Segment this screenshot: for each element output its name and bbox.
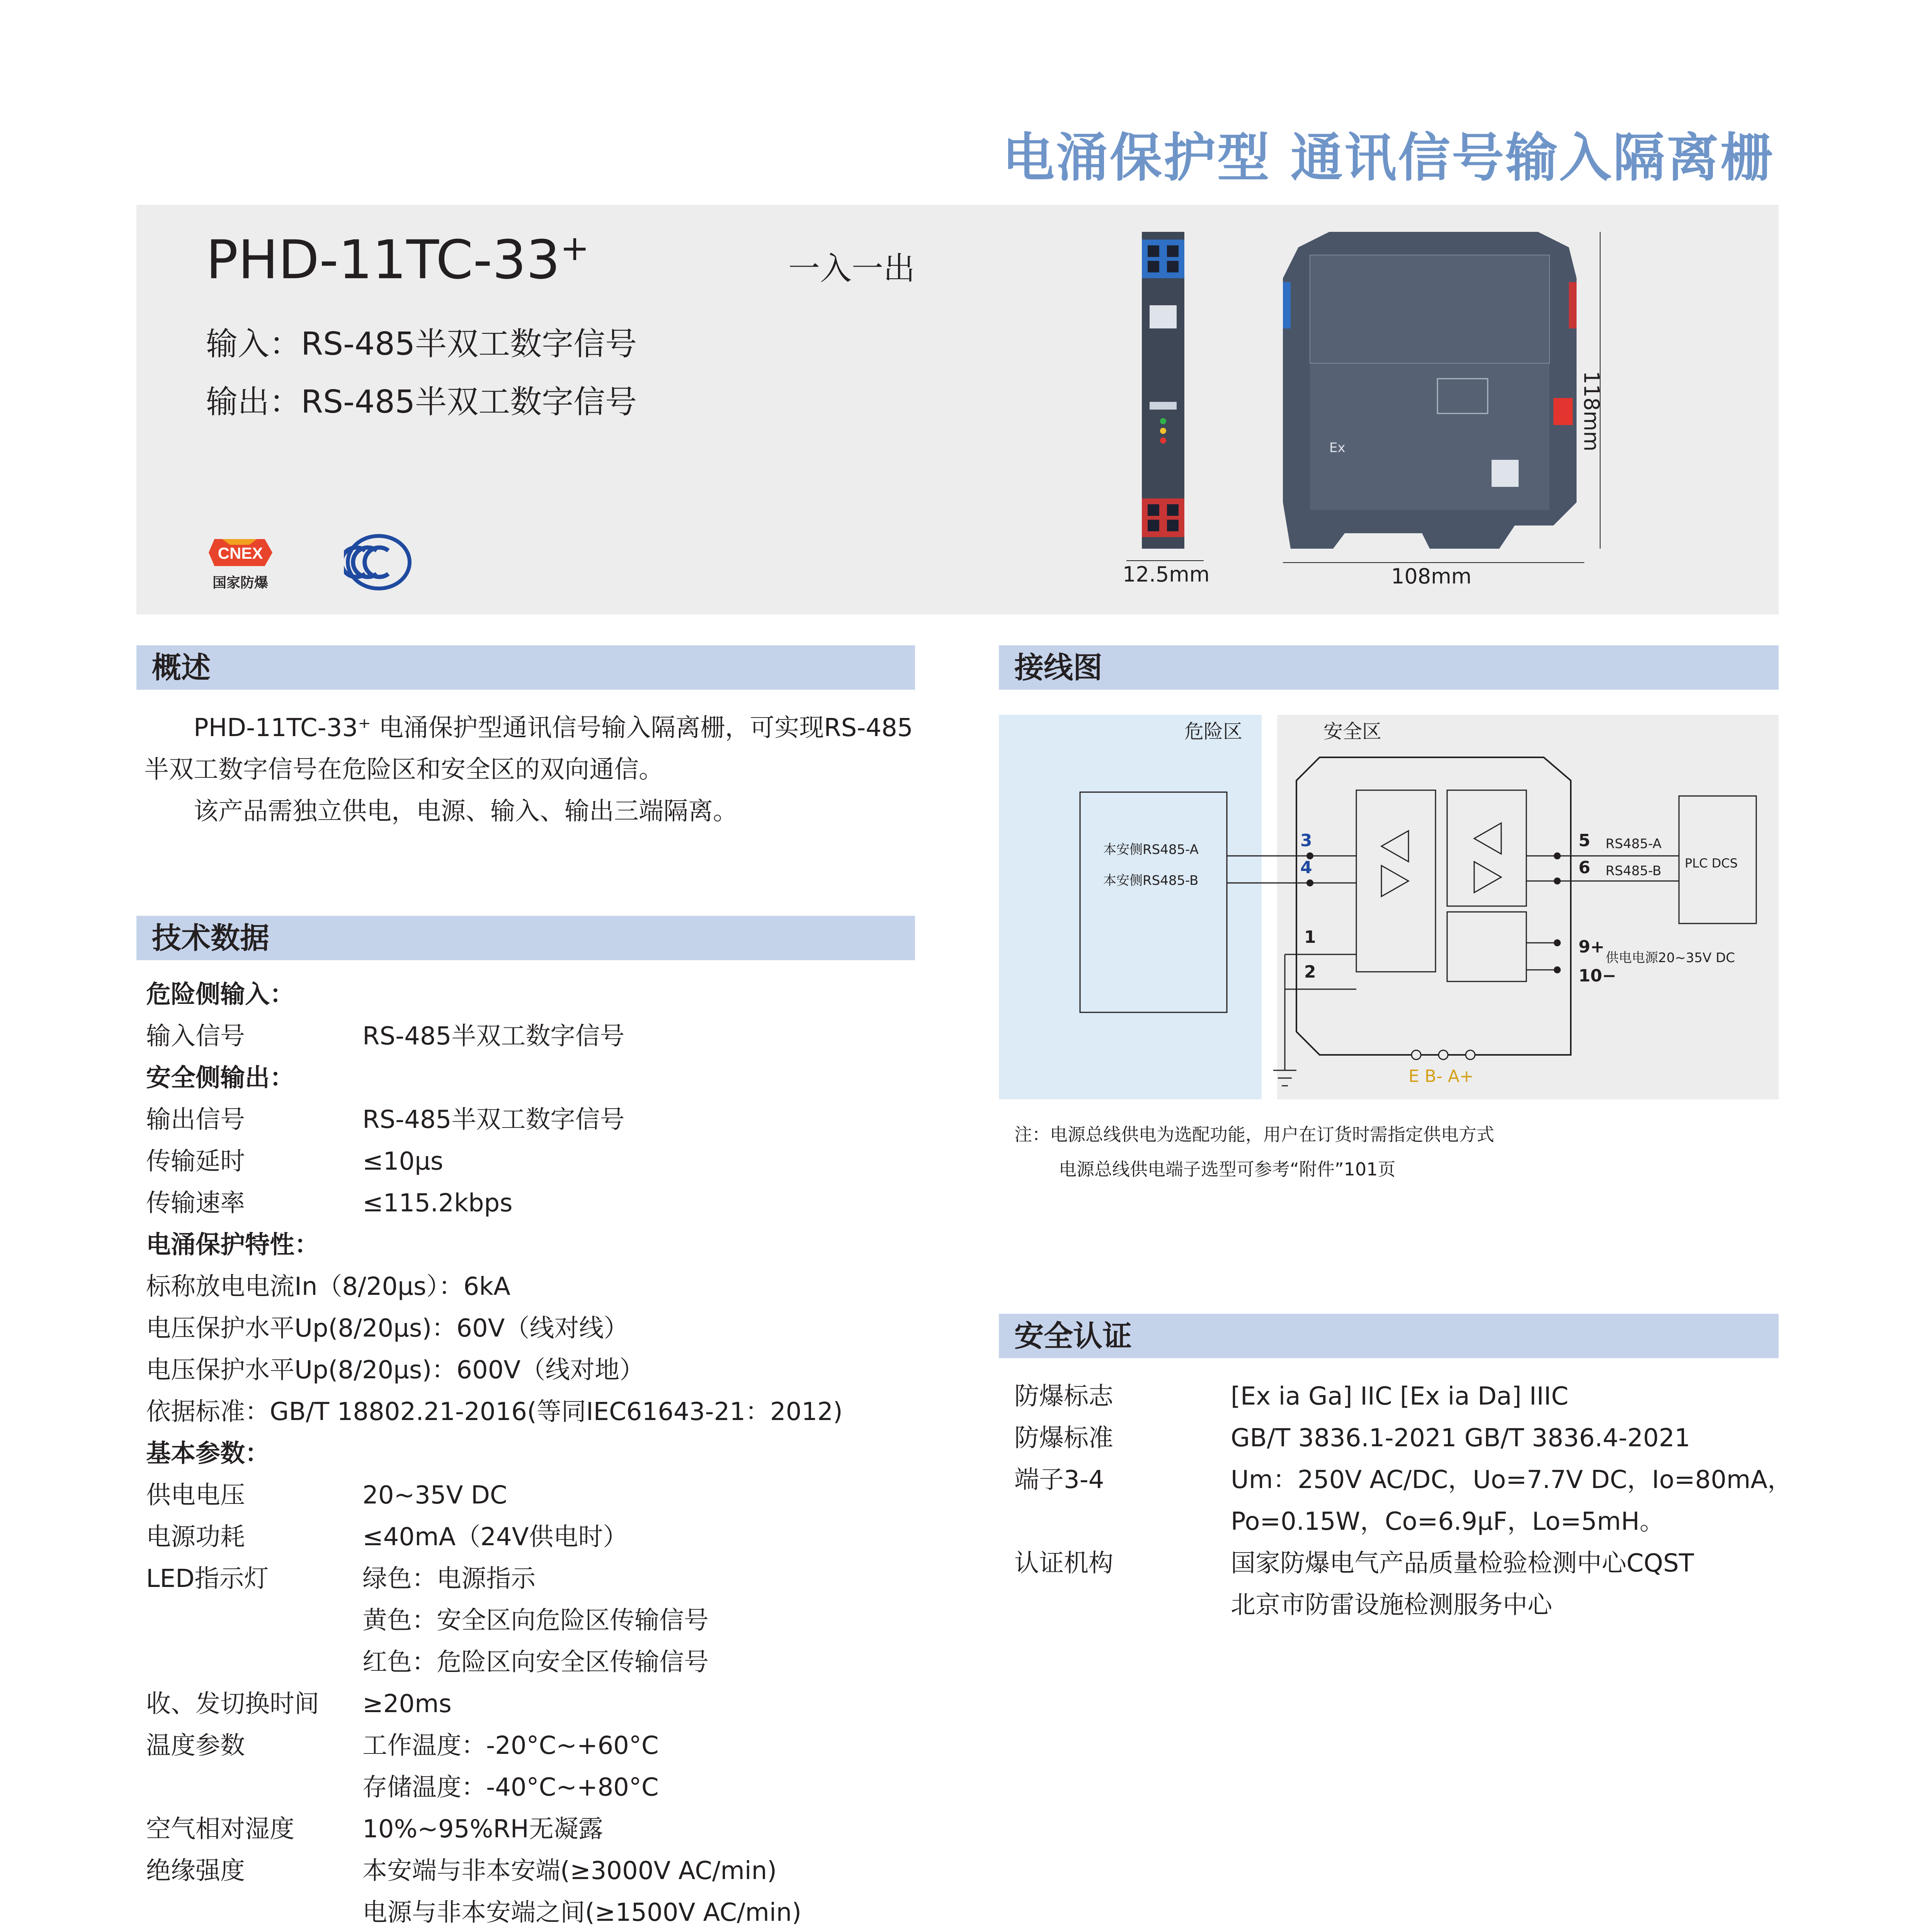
tech-value: 电源与非本安端之间(≥1500V AC/min) — [362, 1898, 802, 1927]
safety-value: Po=0.15W，Co=6.9μF，Lo=5mH。 — [1231, 1507, 1665, 1536]
tech-label: 安全侧输出： — [146, 1064, 294, 1092]
safety-value: GB/T 3836.1-2021 GB/T 3836.4-2021 — [1231, 1424, 1691, 1452]
tech-label: 温度参数 — [146, 1731, 245, 1760]
safety-value: 国家防爆电气产品质量检验检测中心CQST — [1231, 1549, 1694, 1578]
dim-line-side — [1283, 562, 1584, 563]
safety-heading: 安全认证 — [999, 1314, 1779, 1358]
safety-label: 防爆标志 — [1014, 1382, 1113, 1411]
tech-label: 收、发切换时间 — [146, 1690, 319, 1718]
tech-value: ≥20ms — [362, 1690, 452, 1718]
tech-value: RS-485半双工数字信号 — [362, 1022, 625, 1051]
tech-heading: 技术数据 — [136, 916, 915, 960]
page-title: 电涌保护型 通讯信号输入隔离栅 — [1002, 128, 1774, 188]
tech-value: 20~35V DC — [362, 1481, 507, 1510]
tech-label: 电涌保护特性： — [146, 1231, 319, 1259]
device-ex-mark: Ex — [1329, 440, 1345, 456]
tech-value: 红色：危险区向安全区传输信号 — [362, 1648, 709, 1677]
hazard-zone-label: 危险区 — [1184, 720, 1242, 743]
out-b-label: RS485-B — [1606, 863, 1662, 879]
tech-label: 危险侧输入： — [146, 980, 294, 1009]
input-spec: 输入：RS-485半双工数字信号 — [206, 326, 637, 362]
terminal-4: 4 — [1300, 858, 1312, 878]
dim-front-width: 12.5mm — [1123, 562, 1210, 587]
terminal-6: 6 — [1579, 858, 1590, 878]
tech-label: 依据标准：GB/T 18802.21-2016(等同IEC61643-21：2012) — [146, 1398, 843, 1426]
tech-table — [146, 974, 915, 1932]
wiring-heading: 接线图 — [999, 645, 1779, 690]
tech-label: 标称放电电流In（8/20μs）：6kA — [146, 1272, 510, 1301]
ccc-logo — [344, 533, 413, 595]
tech-label: 基本参数： — [146, 1439, 270, 1468]
tech-label: 电压保护水平Up(8/20μs)：600V（线对地） — [146, 1356, 645, 1384]
cnex-logo — [207, 533, 274, 595]
tech-label: LED指示灯 — [146, 1565, 269, 1593]
tech-value: ≤10μs — [362, 1147, 444, 1176]
tech-value: 绿色：电源指示 — [362, 1565, 536, 1593]
channel-spec: 一入一出 — [788, 250, 915, 287]
overview-para-2: 该产品需独立供电，电源、输入、输出三端隔离。 — [194, 797, 738, 826]
tech-value: ≤115.2kbps — [362, 1189, 513, 1218]
tech-label: 输入信号 — [146, 1022, 245, 1051]
tech-label: 传输延时 — [146, 1147, 245, 1176]
tech-value: 工作温度：-20°C~+60°C — [362, 1731, 659, 1760]
wiring-note-2: 电源总线供电端子选型可参考“附件”101页 — [1059, 1159, 1396, 1180]
tech-label: 电压保护水平Up(8/20μs)：60V（线对线） — [146, 1314, 629, 1343]
safety-label: 认证机构 — [1014, 1549, 1113, 1578]
tech-value: RS-485半双工数字信号 — [362, 1105, 625, 1134]
wiring-diagram — [999, 715, 1779, 1099]
overview-para-1: PHD-11TC-33⁺ 电涌保护型通讯信号输入隔离栅，可实现RS-485半双工数字信号在危险区和安全区的双向通信。 — [144, 714, 913, 784]
signal-b-label: 本安侧RS485-B — [1103, 873, 1199, 888]
device-front-view — [1136, 232, 1190, 549]
tech-label: 电源功耗 — [146, 1523, 245, 1551]
device-side-view — [1283, 232, 1584, 549]
tech-value: 本安端与非本安端(≥3000V AC/min) — [362, 1857, 777, 1885]
terminal-3: 3 — [1300, 831, 1312, 850]
terminal-10: 10− — [1579, 966, 1617, 986]
safety-value: Um：250V AC/DC，Uo=7.7V DC，Io=80mA， — [1231, 1466, 1793, 1494]
tech-value: 黄色：安全区向危险区传输信号 — [362, 1606, 709, 1635]
safe-zone-label: 安全区 — [1323, 720, 1381, 743]
product-model: PHD-11TC-33+ — [206, 228, 590, 291]
cnex-logo-text: CNEX — [218, 544, 263, 562]
out-a-label: RS485-A — [1606, 836, 1662, 852]
safety-value: 北京市防雷设施检测服务中心 — [1231, 1591, 1552, 1619]
tech-value: 10%~95%RH无凝露 — [362, 1815, 603, 1844]
bus-label: E B- A+ — [1408, 1066, 1474, 1086]
dim-line-front — [1126, 560, 1204, 561]
tech-label: 绝缘强度 — [146, 1857, 245, 1885]
tech-label: 传输速率 — [146, 1189, 245, 1218]
wiring-note-1: 注：电源总线供电为选配功能，用户在订货时需指定供电方式 — [1014, 1124, 1494, 1145]
tech-label: 输出信号 — [146, 1105, 245, 1134]
tech-label: 供电电压 — [146, 1481, 245, 1510]
tech-value: ≤40mA（24V供电时） — [362, 1523, 628, 1551]
safety-label: 防爆标准 — [1014, 1424, 1113, 1452]
safety-value: [Ex ia Ga] IIC [Ex ia Da] IIIC — [1231, 1382, 1568, 1411]
overview-heading: 概述 — [136, 645, 915, 690]
power-label: 供电电源20~35V DC — [1606, 950, 1735, 966]
cnex-logo-caption: 国家防爆 — [212, 575, 269, 591]
terminal-9: 9+ — [1579, 937, 1605, 957]
safety-label: 端子3-4 — [1014, 1466, 1104, 1494]
tech-value: 存储温度：-40°C~+80°C — [362, 1773, 659, 1802]
terminal-2: 2 — [1304, 962, 1316, 982]
terminal-1: 1 — [1304, 927, 1316, 947]
tech-label: 空气相对湿度 — [146, 1815, 294, 1844]
plc-dcs-label: PLC DCS — [1685, 856, 1738, 871]
dim-side-width: 108mm — [1391, 564, 1472, 588]
signal-a-label: 本安侧RS485-A — [1103, 842, 1199, 857]
terminal-5: 5 — [1579, 831, 1590, 850]
output-spec: 输出：RS-485半双工数字信号 — [206, 384, 637, 420]
safety-table — [1014, 1376, 1793, 1631]
dim-height: 118mm — [1579, 371, 1604, 452]
